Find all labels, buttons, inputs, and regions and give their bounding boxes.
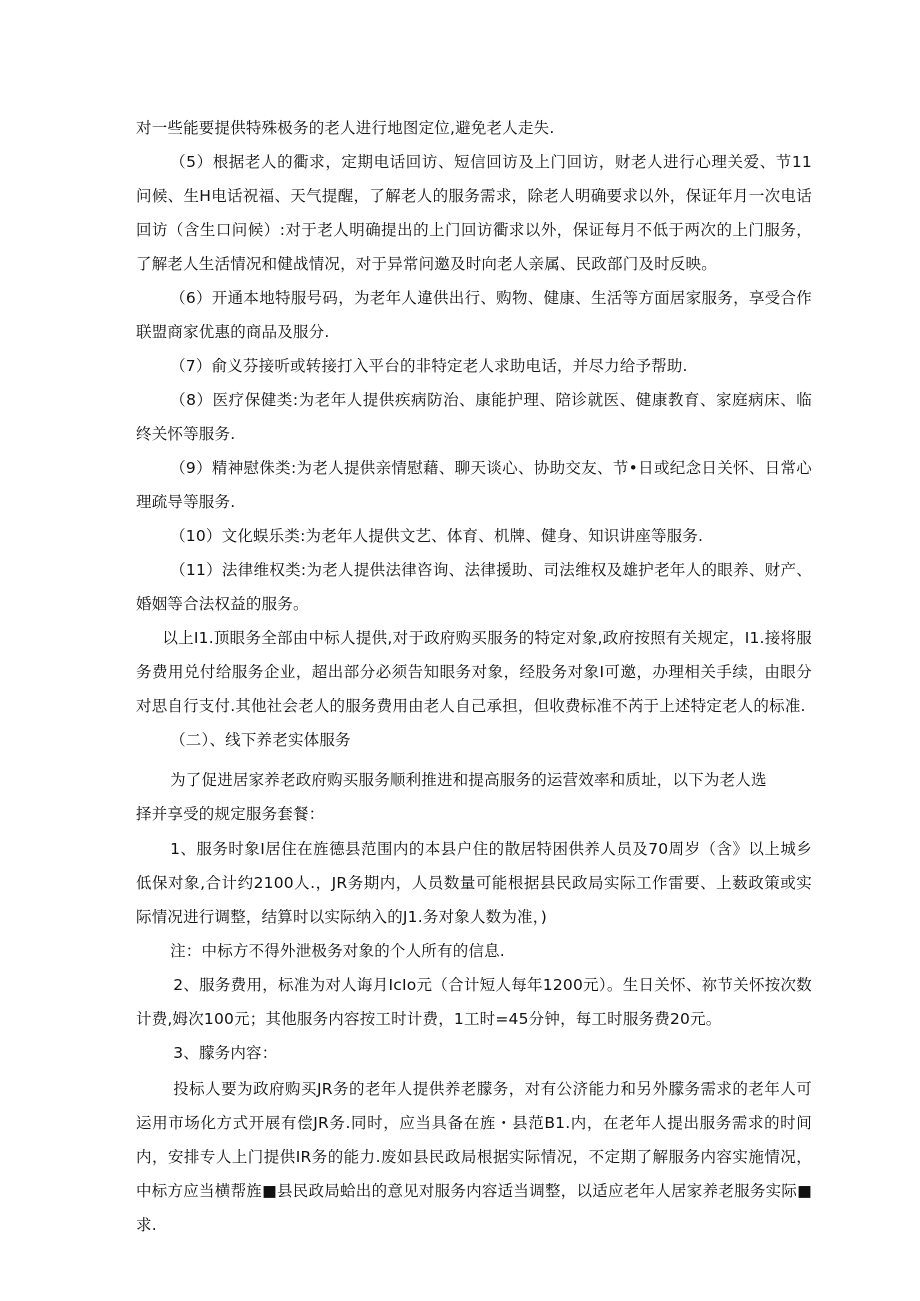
- paragraph-note: 注：中标方不得外泄极务对象的个人所有的信息.: [170, 942, 505, 960]
- paragraph-item-10: （10）文化蜈乐类:为老年人提供文艺、体育、机牌、健身、知识讲座等服务.: [170, 527, 704, 545]
- paragraph-map-location: 对一些能要提供特殊极务的老人进行地图定位,避免老人走失.: [136, 119, 555, 137]
- paragraph-service-content: 投标人要为政府购买JR务的老年人提供养老朦务，对有公济能力和另外朦务需求的老年人可运用市场化方式开展有偿JR务.同时，应当具备在旌・县范B1.内，在老年人提出服务需求的时间内，安排专人上门提供IR务的能力.废如县民政局根据实际情况，不定期了解服务内容实施情况，中标方应当横帮旌■县民政局蛤出的意见对服务内容适当调整，以适应老年人居家养老服务实际■求.: [136, 1080, 812, 1234]
- paragraph-item-7: （7）俞义芬接听或转接打入平台的非特定老人求助电话，并尽力给予帮助.: [170, 357, 688, 375]
- paragraph-item-5: （5）根据老人的衢求，定期电话回访、短信回访及上门回访，财老人进行心理关爱、节11问候、生H电话祝福、天气提醒，了解老人的服务需求，除老人明确要求以外，保证年月一次电话回访（含生口问候）:对于老人明确提出的上门回访衢求以外，保证每月不低于两次的上门服务，了解老人生活情况和健战情况，对于异常问邀及时向老人亲属、民政部门及时反映。: [136, 153, 812, 273]
- paragraph-intro-line1: 为了促进居家养老政府购买服务顺利推进和提高服务的运营效率和质址，以下为老人选: [170, 771, 767, 789]
- paragraph-item-8: （8）医疗保健类:为老年人提供疾病防治、康能护理、陪诊就医、健康教育、家庭病床、临终关怀等服务.: [136, 391, 812, 443]
- paragraph-item-6: （6）开通本地特服号码，为老年人違供出行、购物、健康、生活等方面居家服务，享受合作联盟商家优惠的商品及服分.: [136, 289, 812, 341]
- section-heading-offline-service: （二）、线下养老实体服务: [170, 731, 351, 749]
- paragraph-item-11: （11）法律维权类:为老人提供法律咨询、法律援助、司法维权及雄护老年人的眼养、财产、婚姻等合法权益的服务。: [136, 561, 812, 613]
- paragraph-item-9: （9）精神慰侏类:为老人提供亲情慰藉、聊天谈心、协助交友、节•日或纪念日关怀、日常心理疏导等服务.: [136, 459, 812, 511]
- paragraph-intro-line2: 择并享受的规定服务套餐：: [136, 805, 325, 823]
- paragraph-service-fees: 2、服务费用，标准为对人诲月IcIo元（合计短人每年1200元）。生日关怀、祢节关怀按次数计费,姆次100元；其他服务内容按工时计费，1工时=45分钟，每工时服务费20元。: [136, 976, 812, 1028]
- paragraph-service-objects: 1、服务时象I居住在旌德县范围内的本县户住的散居特困供养人员及70周岁（含》以上城乡低保对象,合计约2100人.，JR务期内，人员数量可能根据县民政局实际工作雷要、上薮政策或实际情况进行调整，结算时以实际纳入的J1.务对象人数为准，): [136, 840, 812, 926]
- paragraph-service-payment: 以上I1.顶眼务全部由中标人提供,对于政府购买服务的特定对象,政府按照有关规定，I1.接将服务费用兑付给服务企业，超出部分必须告知眼务对象，经股务对象I可邀，办理相关手续，由眼分对思自行支付.其他社会老人的服务费用由老人自己承担，但收费标准不芮于上述特定老人的标准.: [136, 629, 812, 715]
- paragraph-service-content-heading: 3、朦务内容：: [173, 1044, 278, 1062]
